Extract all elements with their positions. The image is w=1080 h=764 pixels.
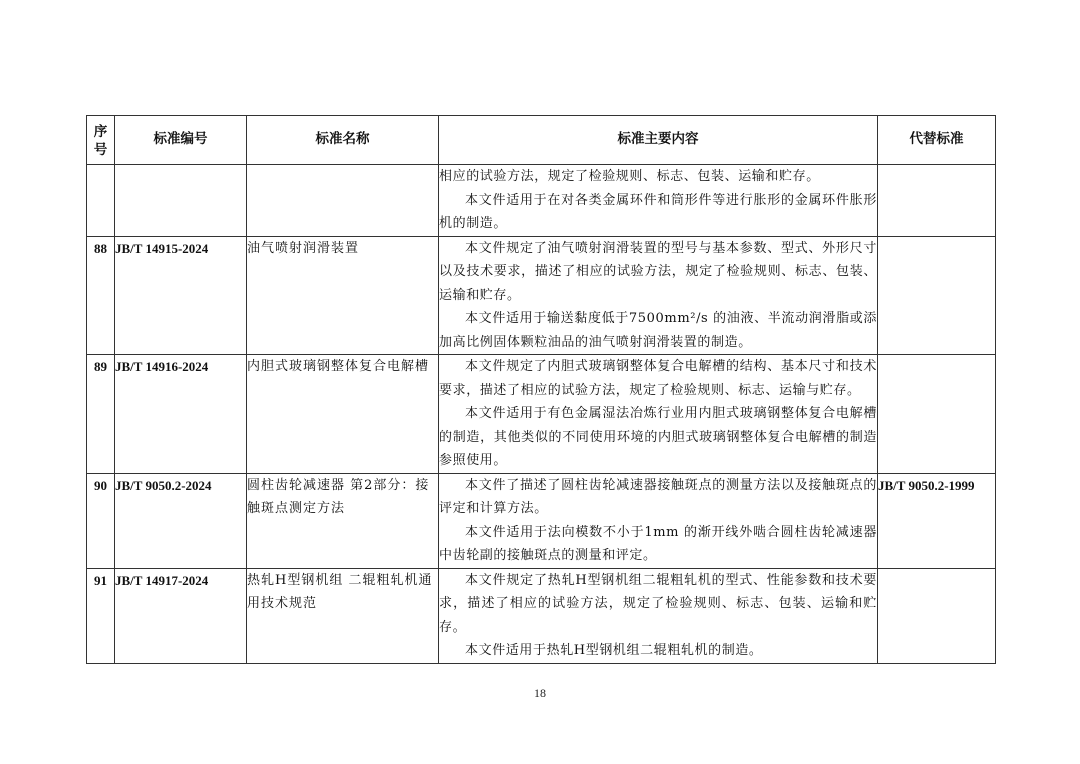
cell-replaces — [878, 568, 996, 663]
cell-no: 90 — [87, 473, 115, 568]
cell-replaces: JB/T 9050.2-1999 — [878, 473, 996, 568]
cell-name: 油气喷射润滑装置 — [247, 236, 439, 355]
cell-no: 88 — [87, 236, 115, 355]
content-paragraph: 本文件适用于热轧H型钢机组二辊粗轧机的制造。 — [465, 643, 763, 658]
content-paragraph: 本文件规定了油气喷射润滑装置的型号与基本参数、型式、外形尺寸以及技术要求，描述了相应的试验方法，规定了检验规则、标志、包装、运输和贮存。 — [439, 240, 877, 303]
table-row — [87, 568, 996, 663]
cell-name: 圆柱齿轮减速器 第2部分：接触斑点测定方法 — [247, 473, 439, 568]
cell-no: 89 — [87, 355, 115, 474]
cell-replaces — [878, 355, 996, 474]
table-row — [87, 473, 996, 568]
table-row — [87, 236, 996, 355]
cell-content — [439, 236, 878, 355]
cell-code: JB/T 14916-2024 — [115, 355, 247, 474]
content-paragraph: 本文件适用于法向模数不小于1mm 的渐开线外啮合圆柱齿轮减速器中齿轮副的接触斑点的测量和评定。 — [439, 524, 877, 563]
header-standard-code: 标准编号 — [115, 116, 247, 165]
cell-replaces — [878, 165, 996, 237]
cell-code: JB/T 14917-2024 — [115, 568, 247, 663]
content-paragraph: 本文件规定了内胆式玻璃钢整体复合电解槽的结构、基本尺寸和技术要求，描述了相应的试验方法，规定了检验规则、标志、运输与贮存。 — [439, 359, 877, 398]
cell-content — [439, 355, 878, 474]
cell-name — [247, 165, 439, 237]
table-row-continuation — [87, 165, 996, 237]
content-paragraph: 本文件适用于在对各类金属环件和筒形件等进行胀形的金属环件胀形机的制造。 — [439, 192, 877, 231]
content-paragraph: 本文件了描述了圆柱齿轮减速器接触斑点的测量方法以及接触斑点的评定和计算方法。 — [439, 477, 877, 516]
table-row — [87, 355, 996, 474]
cell-content — [439, 473, 878, 568]
cell-content — [439, 165, 878, 237]
content-paragraph: 本文件适用于有色金属湿法冶炼行业用内胆式玻璃钢整体复合电解槽的制造，其他类似的不同使用环境的内胆式玻璃钢整体复合电解槽的制造参照使用。 — [439, 406, 877, 468]
header-replaced-standard: 代替标准 — [878, 116, 996, 165]
cell-code — [115, 165, 247, 237]
content-paragraph: 相应的试验方法，规定了检验规则、标志、包装、运输和贮存。 — [439, 169, 820, 184]
cell-name: 内胆式玻璃钢整体复合电解槽 — [247, 355, 439, 474]
cell-no — [87, 165, 115, 237]
cell-no: 91 — [87, 568, 115, 663]
table-header-row — [87, 116, 996, 165]
cell-replaces — [878, 236, 996, 355]
cell-code: JB/T 14915-2024 — [115, 236, 247, 355]
cell-code: JB/T 9050.2-2024 — [115, 473, 247, 568]
content-paragraph: 本文件适用于输送黏度低于7500mm²/s 的油液、半流动润滑脂或添加高比例固体颗粒油品的油气喷射润滑装置的制造。 — [439, 311, 877, 350]
header-main-content: 标准主要内容 — [439, 116, 878, 165]
header-serial-number: 序 号 — [87, 116, 115, 165]
cell-content — [439, 568, 878, 663]
page-number: 18 — [534, 686, 546, 700]
cell-name: 热轧H型钢机组 二辊粗轧机通用技术规范 — [247, 568, 439, 663]
header-standard-name: 标准名称 — [247, 116, 439, 165]
standards-table — [86, 115, 996, 664]
content-paragraph: 本文件规定了热轧H型钢机组二辊粗轧机的型式、性能参数和技术要求，描述了相应的试验方法，规定了检验规则、标志、包装、运输和贮存。 — [439, 572, 877, 635]
